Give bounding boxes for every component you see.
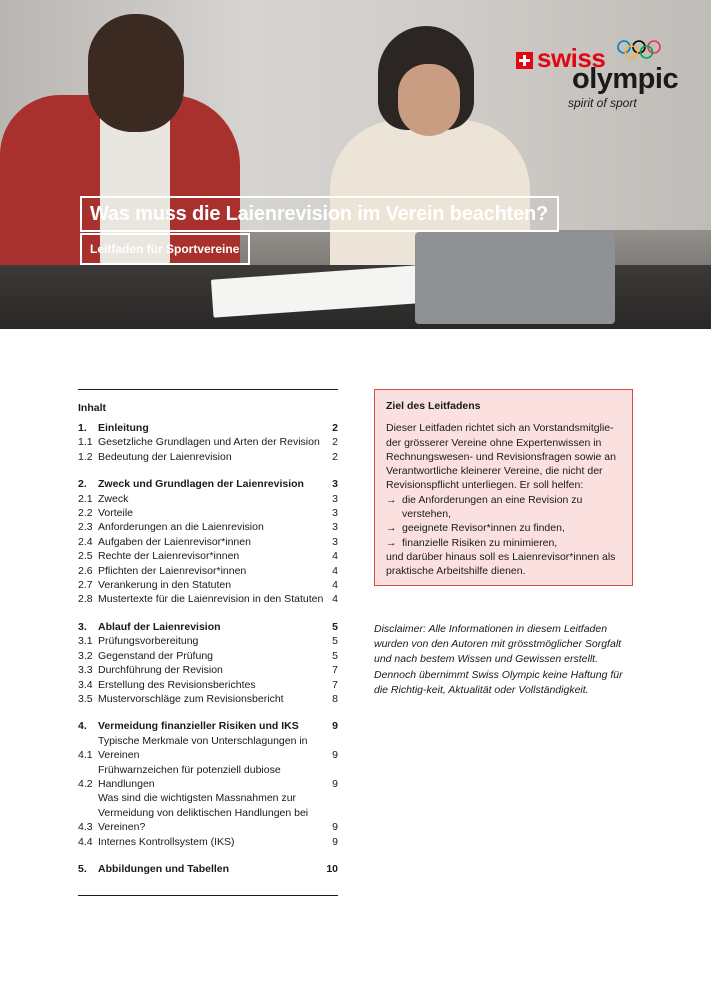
toc-title: Durchführung der Revision: [98, 664, 223, 677]
toc-section: [78, 477, 338, 607]
toc-title: Verankerung in den Statuten: [98, 579, 232, 592]
toc-number: 2.1: [78, 492, 93, 505]
toc-chapter-entry[interactable]: [78, 421, 338, 435]
toc-title: Bedeutung der Laienrevision: [98, 450, 232, 463]
toc-title: Zweck und Grundlagen der Laienrevision: [98, 478, 304, 491]
toc-entry[interactable]: [78, 663, 338, 677]
toc-section: [78, 862, 338, 876]
toc-title: Internes Kontrollsystem (IKS): [98, 835, 235, 848]
goal-closing: und darüber hinaus soll es Laienrevisor*innen als praktische Arbeitshilfe dienen.: [386, 550, 616, 578]
hero-photo: [0, 0, 711, 329]
olympic-rings-icon: [616, 40, 662, 60]
document-subtitle: Leitfaden für Sportvereine: [90, 242, 240, 256]
arrow-right-icon: →: [386, 493, 397, 506]
goal-bullet-text: die Anforderungen an eine Revision zu verstehen,: [402, 493, 583, 521]
toc-entry[interactable]: [78, 506, 338, 520]
toc-page-number: 3: [332, 521, 338, 534]
toc-entry[interactable]: [78, 450, 338, 464]
toc-title: Anforderungen an die Laienrevision: [98, 521, 264, 534]
toc-chapter-entry[interactable]: [78, 719, 338, 733]
toc-number: 3.: [78, 620, 87, 633]
toc-chapter-entry[interactable]: [78, 862, 338, 876]
toc-number: 4.2: [78, 777, 93, 790]
toc-title: Pflichten der Laienrevisor*innen: [98, 564, 247, 577]
toc-title: Vorteile: [98, 507, 134, 520]
goal-bullet-text: finanzielle Risiken zu minimieren,: [402, 536, 558, 549]
toc-title: Frühwarnzeichen für potenziell dubiose Handlungen: [98, 763, 281, 790]
goal-intro: Dieser Leitfaden richtet sich an Vorstandsmitglie-der grösserer Vereine ohne Expertenwissen in Rechnungswesen- und Revisionsfragen sowie an Verantwortliche kleinerer Vereine, die nicht der Revisionspflicht unterliegen. Er soll helfen:: [386, 422, 616, 492]
toc-title: Mustertexte für die Laienrevision in den Statuten: [98, 593, 324, 606]
toc-title: Was sind die wichtigsten Massnahmen zur Vermeidung von deliktischen Handlungen bei Vereinen?: [98, 792, 309, 834]
toc-number: 2.8: [78, 593, 93, 606]
photo-head-man: [88, 14, 184, 132]
toc-page-number: 9: [332, 777, 338, 790]
toc-heading: Inhalt: [78, 402, 106, 414]
toc-page-number: 5: [332, 635, 338, 648]
logo-swiss-text: swiss: [537, 43, 606, 73]
toc-number: 4.4: [78, 835, 93, 848]
toc-entry[interactable]: [78, 791, 338, 834]
toc-number: 2.7: [78, 579, 93, 592]
toc-number: 3.3: [78, 664, 93, 677]
toc-page-number: 9: [332, 821, 338, 834]
toc-title: Prüfungsvorbereitung: [98, 635, 199, 648]
document-subtitle-box: [80, 233, 250, 265]
toc-entry[interactable]: [78, 592, 338, 606]
toc-number: 1.1: [78, 436, 93, 449]
toc-number: 3.1: [78, 635, 93, 648]
toc-page-number: 3: [332, 478, 338, 491]
toc-title: Mustervorschläge zum Revisionsbericht: [98, 692, 284, 705]
toc-page-number: 2: [332, 422, 338, 434]
toc-number: 1.2: [78, 450, 93, 463]
toc-page-number: 5: [332, 649, 338, 662]
toc-title: Gegenstand der Prüfung: [98, 649, 213, 662]
swiss-flag-icon: [516, 52, 533, 69]
arrow-right-icon: →: [386, 522, 397, 535]
swiss-olympic-logo: [516, 40, 678, 112]
toc-entry[interactable]: [78, 549, 338, 563]
toc-number: 2.: [78, 478, 87, 491]
toc-number: 4.3: [78, 821, 93, 834]
toc-page-number: 9: [332, 749, 338, 762]
toc-entry[interactable]: [78, 634, 338, 648]
toc-section: [78, 719, 338, 849]
toc-entry[interactable]: [78, 649, 338, 663]
document-title-box: [80, 196, 559, 232]
photo-face-woman: [398, 64, 460, 136]
toc-entry[interactable]: [78, 835, 338, 849]
arrow-right-icon: →: [386, 536, 397, 549]
toc-number: 3.4: [78, 678, 93, 691]
toc-entry[interactable]: [78, 435, 338, 449]
toc-chapter-entry[interactable]: [78, 477, 338, 491]
toc-entry[interactable]: [78, 678, 338, 692]
toc-number: 2.3: [78, 521, 93, 534]
toc-entry[interactable]: [78, 535, 338, 549]
toc-page-number: 7: [332, 664, 338, 677]
table-of-contents: [78, 389, 338, 896]
toc-page-number: 7: [332, 678, 338, 691]
disclaimer: Disclaimer: Alle Informationen in diesem Leitfaden wurden von den Autoren mit grösstmöglicher Sorgfalt und nach bestem Wissen und Gewissen erstellt. Dennoch übernimmt Swiss Olympic keine Haftung für die Richtig-keit, Aktualität oder Vollständigkeit.: [374, 623, 623, 696]
toc-sections: [78, 421, 338, 876]
toc-number: 2.2: [78, 507, 93, 520]
toc-page-number: 9: [332, 835, 338, 848]
toc-entry[interactable]: [78, 734, 338, 763]
toc-title: Zweck: [98, 492, 129, 505]
toc-page-number: 8: [332, 692, 338, 705]
toc-page-number: 3: [332, 492, 338, 505]
goal-box: [374, 389, 633, 586]
goal-bullet: [386, 536, 622, 550]
goal-bullet: [386, 521, 622, 535]
toc-number: 1.: [78, 422, 87, 434]
toc-title: Einleitung: [98, 422, 149, 434]
toc-page-number: 3: [332, 535, 338, 548]
toc-number: 5.: [78, 862, 87, 875]
toc-title: Rechte der Laienrevisor*innen: [98, 550, 240, 563]
document-title: Was muss die Laienrevision im Verein beachten?: [90, 203, 548, 225]
toc-title: Gesetzliche Grundlagen und Arten der Revision: [98, 436, 320, 449]
toc-number: 3.5: [78, 692, 93, 705]
toc-page-number: 3: [332, 507, 338, 520]
toc-number: 4.: [78, 720, 87, 733]
toc-number: 2.4: [78, 535, 93, 548]
toc-title: Ablauf der Laienrevision: [98, 620, 221, 633]
toc-number: 3.2: [78, 649, 93, 662]
toc-entry[interactable]: [78, 492, 338, 506]
logo-olympic-text: olympic: [572, 63, 679, 95]
toc-entry[interactable]: [78, 763, 338, 792]
toc-page-number: 4: [332, 564, 338, 577]
toc-entry[interactable]: [78, 578, 338, 592]
toc-entry[interactable]: [78, 520, 338, 534]
toc-title: Vermeidung finanzieller Risiken und IKS: [98, 720, 299, 733]
toc-page-number: 4: [332, 593, 338, 606]
toc-entry[interactable]: [78, 564, 338, 578]
toc-page-number: 4: [332, 579, 338, 592]
toc-page-number: 2: [332, 450, 338, 463]
toc-page-number: 10: [326, 862, 338, 875]
logo-tagline: spirit of sport: [568, 96, 637, 110]
toc-section: [78, 421, 338, 464]
toc-page-number: 9: [332, 720, 338, 733]
goal-bullet-text: geeignete Revisor*innen zu finden,: [402, 522, 565, 535]
toc-title: Abbildungen und Tabellen: [98, 862, 230, 875]
toc-title: Typische Merkmale von Unterschlagungen in Vereinen: [98, 734, 308, 762]
photo-laptop: [415, 232, 615, 324]
toc-page-number: 4: [332, 550, 338, 563]
toc-number: 4.1: [78, 749, 93, 762]
toc-page-number: 5: [332, 620, 338, 633]
goal-title: Ziel des Leitfadens: [386, 400, 481, 412]
toc-entry[interactable]: [78, 692, 338, 706]
toc-title: Aufgaben der Laienrevisor*innen: [98, 535, 251, 548]
toc-number: 2.6: [78, 564, 93, 577]
toc-title: Erstellung des Revisionsberichtes: [98, 678, 256, 691]
toc-section: [78, 620, 338, 706]
toc-number: 2.5: [78, 550, 93, 563]
toc-page-number: 2: [332, 436, 338, 449]
toc-chapter-entry[interactable]: [78, 620, 338, 634]
goal-bullet: [386, 493, 622, 522]
